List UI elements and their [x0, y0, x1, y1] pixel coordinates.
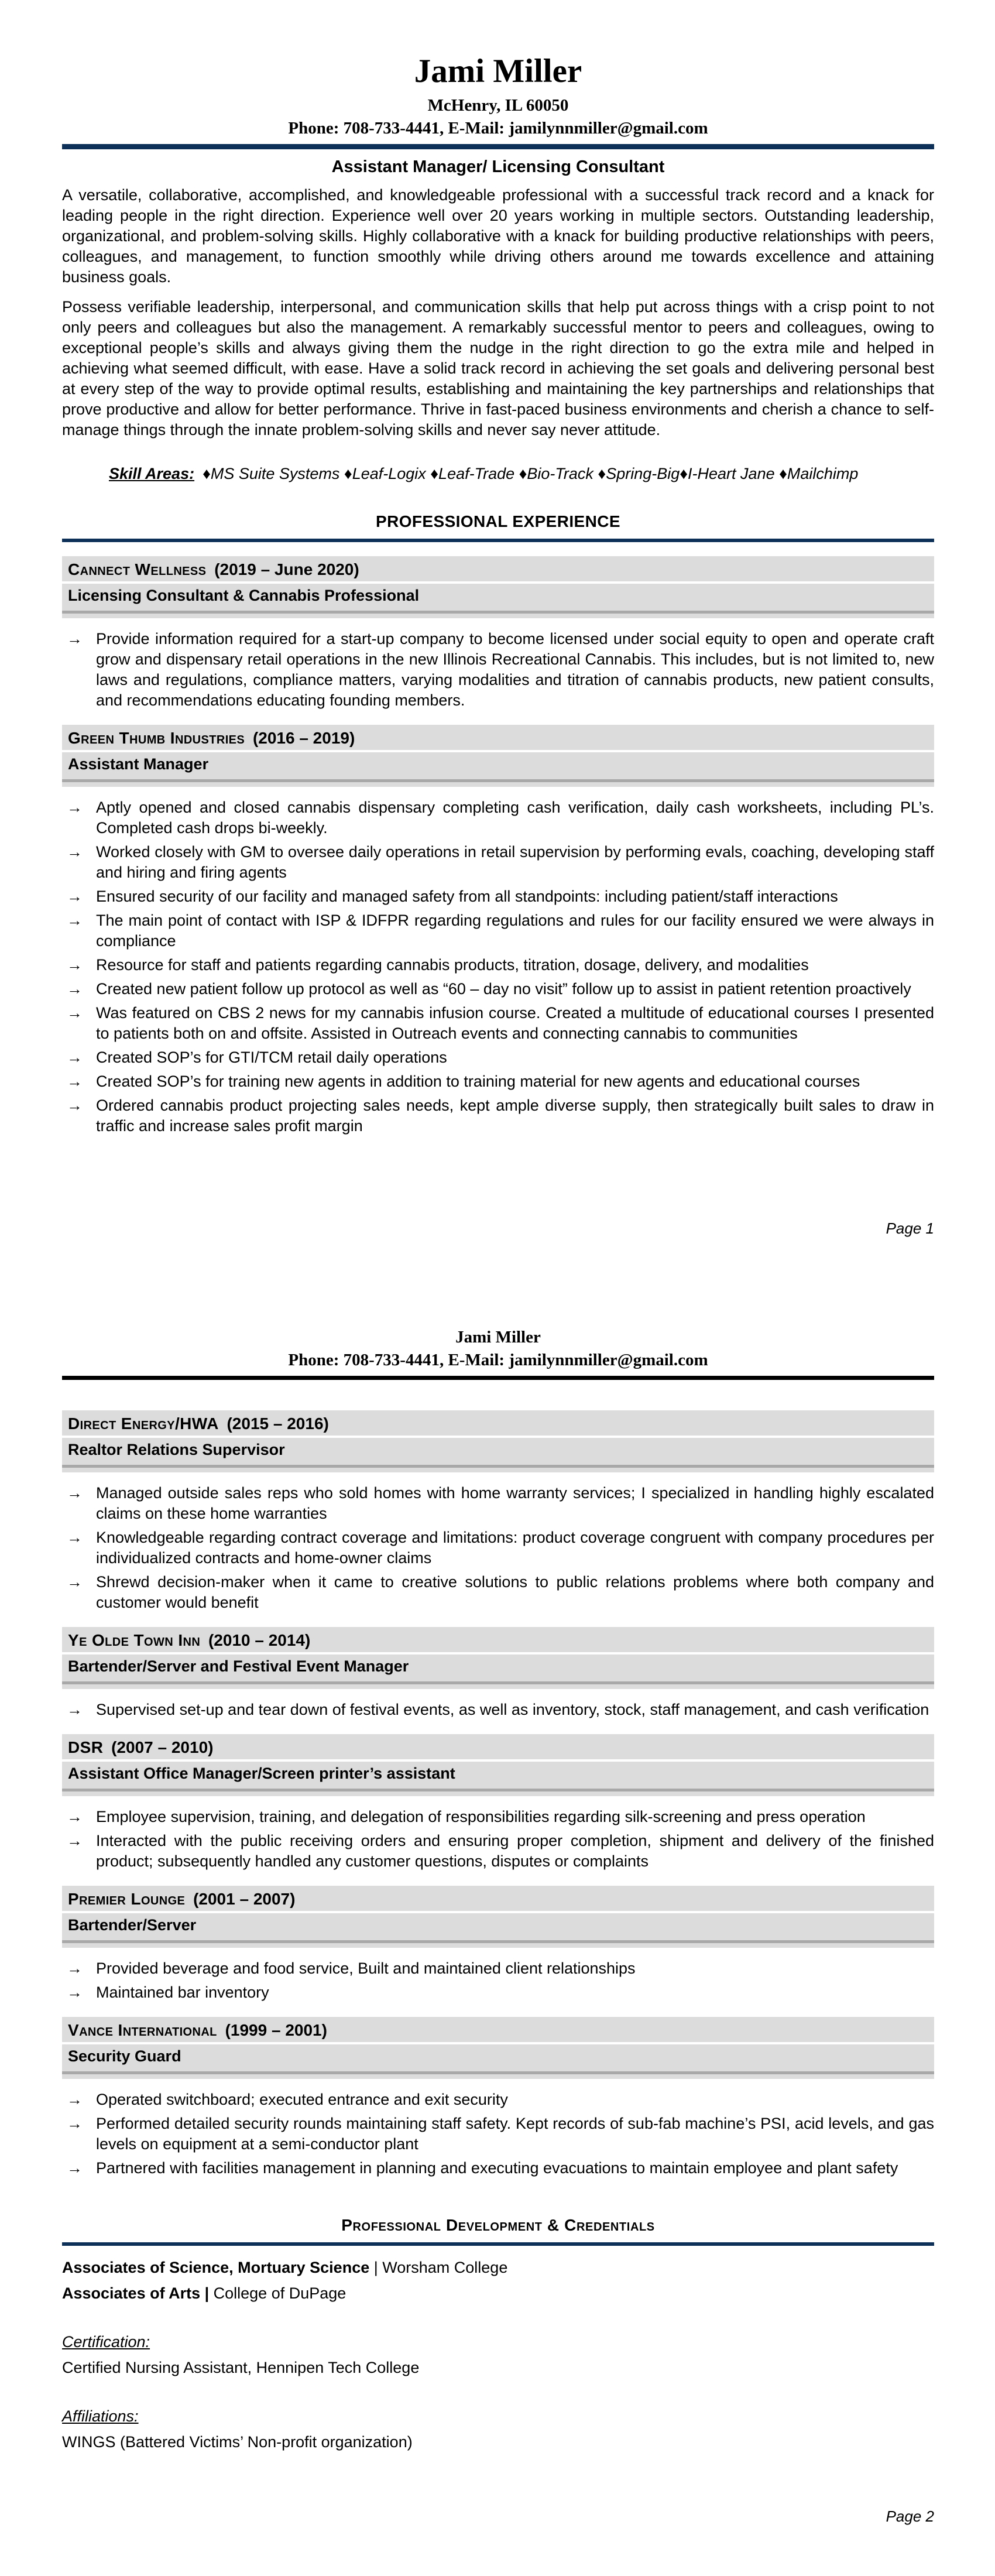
arrow-bullet-icon [67, 1700, 96, 1720]
bullet-item [62, 2113, 934, 2154]
certification-value: Certified Nursing Assistant, Hennipen Tech College [62, 2359, 420, 2376]
job-header-underline [62, 2071, 934, 2074]
bullet-item [62, 842, 934, 883]
arrow-bullet-icon [67, 1071, 96, 1092]
bullet-text: Ensured security of our facility and managed safety from all standpoints: including patient/staff interactions [96, 887, 838, 905]
job-dates: (2007 – 2010) [111, 1738, 214, 1756]
bullet-item [62, 1047, 934, 1068]
arrow-bullet-icon [67, 1958, 96, 1979]
certification-label: Certification: [62, 2333, 150, 2351]
job-green-thumb-industries [62, 725, 934, 1136]
job-header-underline [62, 779, 934, 782]
job-header-bar [62, 556, 934, 618]
job-header-underline [62, 611, 934, 614]
professional-experience-heading: PROFESSIONAL EXPERIENCE [376, 512, 620, 530]
bullet-item [62, 1095, 934, 1136]
contact-line: Phone: 708-733-4441, E-Mail: jamilynnmiller@gmail.com [288, 1351, 708, 1369]
bullet-item [62, 2089, 934, 2110]
affiliations-label: Affiliations: [62, 2407, 139, 2425]
resume-page-2 [0, 1288, 995, 2576]
job-company: Green Thumb Industries [68, 728, 245, 747]
arrow-bullet-icon [67, 1527, 96, 1568]
job-company: Cannect Wellness [68, 560, 207, 578]
arrow-bullet-icon [67, 1483, 96, 1524]
job-dates: (2001 – 2007) [193, 1890, 296, 1908]
arrow-bullet-icon [67, 842, 96, 883]
job-title: Assistant Manager [68, 755, 209, 773]
credentials-heading: Professional Development & Credentials [341, 2216, 655, 2234]
bullet-item [62, 1958, 934, 1979]
job-header-bar [62, 725, 934, 787]
job-dates: (2019 – June 2020) [214, 560, 359, 578]
degree-name: Associates of Science, Mortuary Science [62, 2259, 370, 2276]
job-header-bar [62, 1410, 934, 1472]
bullet-text: Supervised set-up and tear down of festival events, as well as inventory, stock, staff management, and cash verification [96, 1701, 929, 1718]
bullet-item [62, 1572, 934, 1613]
location-line: McHenry, IL 60050 [427, 95, 569, 115]
bullet-text: Shrewd decision-maker when it came to creative solutions to public relations problems where both company and customer would benefit [96, 1573, 934, 1611]
job-header-underline [62, 1789, 934, 1791]
arrow-bullet-icon [67, 797, 96, 838]
arrow-bullet-icon [67, 1807, 96, 1827]
bullet-item [62, 1807, 934, 1827]
job-title: Realtor Relations Supervisor [68, 1441, 285, 1458]
header-divider-rule [62, 1376, 934, 1380]
bullet-item [62, 1982, 934, 2003]
bullet-item [62, 2158, 934, 2178]
skill-areas-list: ♦MS Suite Systems ♦Leaf-Logix ♦Leaf-Trade ♦Bio-Track ♦Spring-Big♦I-Heart Jane ♦Mailchimp [203, 464, 859, 482]
bullet-item [62, 797, 934, 838]
page-number: Page 2 [886, 2508, 934, 2525]
page-number: Page 1 [886, 1220, 934, 1237]
job-direct-energy-hwa [62, 1410, 934, 1613]
bullet-item [62, 910, 934, 951]
bullet-item [62, 1483, 934, 1524]
bullet-item [62, 979, 934, 999]
job-title: Bartender/Server and Festival Event Manager [68, 1657, 409, 1675]
education-line [62, 2284, 934, 2303]
section-divider-rule [62, 2242, 934, 2246]
skill-areas-line [109, 465, 934, 483]
education-line [62, 2259, 934, 2277]
school-name: College of DuPage [209, 2284, 346, 2302]
arrow-bullet-icon [67, 2113, 96, 2154]
bullet-text: Worked closely with GM to oversee daily operations in retail supervision by performing evals, coaching, developing staff and hiring and firing agents [96, 842, 934, 881]
resume-headline: Assistant Manager/ Licensing Consultant [331, 157, 665, 176]
arrow-bullet-icon [67, 910, 96, 951]
job-company: DSR [68, 1738, 104, 1756]
job-dates: (2010 – 2014) [208, 1631, 311, 1649]
job-bullet-list [62, 1958, 934, 2003]
arrow-bullet-icon [67, 955, 96, 975]
job-title: Security Guard [68, 2047, 181, 2065]
bullet-item [62, 1527, 934, 1568]
bullet-item [62, 1003, 934, 1044]
bullet-text: Provide information required for a start-up company to become licensed under social equity to open and operate craft grow and dispensary retail operations in the new Illinois Recreational Cannabis. This includes, but is not limited to, new laws and regulations, compliance matters, varying modalities and titration of cannabis products, new patient consults, and recommendations educating founding members. [96, 629, 934, 709]
job-title: Assistant Office Manager/Screen printer’s assistant [68, 1765, 455, 1782]
bullet-text: Managed outside sales reps who sold homes with home warranty services; I specialized in handling highly escalated claims on these home warranties [96, 1484, 934, 1522]
job-premier-lounge [62, 1886, 934, 2003]
bullet-text: Operated switchboard; executed entrance and exit security [96, 2091, 508, 2108]
job-cannect-wellness [62, 556, 934, 711]
arrow-bullet-icon [67, 629, 96, 711]
bullet-text: Created new patient follow up protocol as well as “60 – day no visit” follow up to assist in patient retention proactively [96, 979, 911, 998]
job-header-bar [62, 2017, 934, 2079]
job-bullet-list [62, 629, 934, 711]
job-bullet-list [62, 1700, 934, 1720]
job-dates: (2016 – 2019) [252, 728, 355, 747]
job-company: Direct Energy/HWA [68, 1414, 219, 1433]
job-company: Premier Lounge [68, 1890, 186, 1908]
bullet-text: Created SOP’s for GTI/TCM retail daily operations [96, 1048, 447, 1066]
arrow-bullet-icon [67, 979, 96, 999]
job-header-bar [62, 1734, 934, 1796]
summary-paragraph-2: Possess verifiable leadership, interpersonal, and communication skills that help put across things with a crisp point to not only peers and colleagues but also the management. A remarkably successful mentor to peers and colleagues, owing to exceptional people’s skills and always giving them the nudge in the right direction to go the extra mile and helped in achieving what seemed difficult, with ease. Have a solid track record in achieving the set goals and delivering personal best at every step of the way to provide optimal results, establishing and maintaining the key partnerships and relationships that prove productive and allow for better performance. Thrive in fast-paced business environments and cherish a chance to self-manage things through the innate problem-solving skills and never say never attitude. [62, 297, 934, 439]
job-bullet-list [62, 1807, 934, 1872]
arrow-bullet-icon [67, 2089, 96, 2110]
contact-line: Phone: 708-733-4441, E-Mail: jamilynnmiller@gmail.com [288, 118, 708, 138]
arrow-bullet-icon [67, 1095, 96, 1136]
job-bullet-list [62, 797, 934, 1136]
bullet-text: Was featured on CBS 2 news for my cannabis infusion course. Created a multitude of educational courses I presented to patients both on and offsite. Assisted in Outreach events and connecting cannabis to communities [96, 1003, 934, 1042]
bullet-item [62, 1831, 934, 1872]
bullet-text: Resource for staff and patients regarding cannabis products, titration, dosage, delivery, and modalities [96, 955, 809, 974]
job-dates: (1999 – 2001) [225, 2021, 327, 2039]
job-header-bar [62, 1627, 934, 1689]
bullet-text: Performed detailed security rounds maintaining staff safety. Kept records of sub-fab machine’s PSI, acid levels, and gas levels on equipment at a semi-conductor plant [96, 2115, 934, 2153]
summary-paragraph-1: A versatile, collaborative, accomplished, and knowledgeable professional with a successful track record and a knack for leading people in the right direction. Experience well over 20 years working in multiple sectors. Outstanding leadership, organizational, and problem-solving skills. Highly collaborative with a knack for building productive relationships with peers, colleagues, and management, to function smoothly while driving others around me towards excellence and attaining business goals. [62, 186, 934, 286]
job-bullet-list [62, 1483, 934, 1613]
job-dsr [62, 1734, 934, 1872]
job-company: Vance International [68, 2021, 217, 2039]
job-header-bar [62, 1886, 934, 1948]
header-divider-rule [62, 144, 934, 149]
bullet-text: Knowledgeable regarding contract coverage and limitations: product coverage congruent with company procedures per individualized contracts and home-owner claims [96, 1529, 934, 1567]
arrow-bullet-icon [67, 1047, 96, 1068]
job-vance-international [62, 2017, 934, 2178]
arrow-bullet-icon [67, 2158, 96, 2178]
job-dates: (2015 – 2016) [227, 1414, 329, 1433]
job-header-underline [62, 1940, 934, 1943]
bullet-text: Partnered with facilities management in planning and executing evacuations to maintain employee and plant safety [96, 2159, 898, 2177]
arrow-bullet-icon [67, 1572, 96, 1613]
bullet-text: Employee supervision, training, and delegation of responsibilities regarding silk-screening and press operation [96, 1808, 866, 1825]
bullet-text: The main point of contact with ISP & IDFPR regarding regulations and rules for our facility ensured we were always in compliance [96, 911, 934, 950]
arrow-bullet-icon [67, 1831, 96, 1872]
job-bullet-list [62, 2089, 934, 2178]
degree-name: Associates of Arts | [62, 2284, 210, 2302]
bullet-text: Provided beverage and food service, Built and maintained client relationships [96, 1960, 636, 1977]
bullet-text: Maintained bar inventory [96, 1984, 269, 2001]
job-title: Licensing Consultant & Cannabis Professional [68, 586, 420, 604]
bullet-item [62, 629, 934, 711]
bullet-text: Aptly opened and closed cannabis dispensary completing cash verification, daily cash worksheets, including PL’s. Completed cash drops bi-weekly. [96, 798, 934, 837]
bullet-item [62, 1071, 934, 1092]
page-title-name: Jami Miller [414, 53, 582, 90]
job-company: Ye Olde Town Inn [68, 1631, 201, 1649]
school-name: | Worsham College [369, 2259, 508, 2276]
job-header-underline [62, 1681, 934, 1684]
skill-areas-label: Skill Areas: [109, 464, 195, 482]
job-header-underline [62, 1465, 934, 1468]
job-ye-olde-town-inn [62, 1627, 934, 1720]
arrow-bullet-icon [67, 886, 96, 907]
arrow-bullet-icon [67, 1003, 96, 1044]
bullet-text: Created SOP’s for training new agents in addition to training material for new agents and educational courses [96, 1072, 860, 1090]
arrow-bullet-icon [67, 1982, 96, 2003]
page-title-name: Jami Miller [455, 1328, 541, 1347]
bullet-item [62, 886, 934, 907]
section-divider-rule [62, 539, 934, 542]
job-title: Bartender/Server [68, 1916, 197, 1934]
bullet-text: Ordered cannabis product projecting sales needs, kept ample diverse supply, then strategically built sales to draw in traffic and increase sales profit margin [96, 1096, 934, 1135]
affiliations-value: WINGS (Battered Victims’ Non-profit organization) [62, 2433, 413, 2451]
bullet-item [62, 955, 934, 975]
bullet-item [62, 1700, 934, 1720]
bullet-text: Interacted with the public receiving orders and ensuring proper completion, shipment and delivery of the finished product; subsequently handled any customer questions, disputes or complaints [96, 1832, 934, 1870]
